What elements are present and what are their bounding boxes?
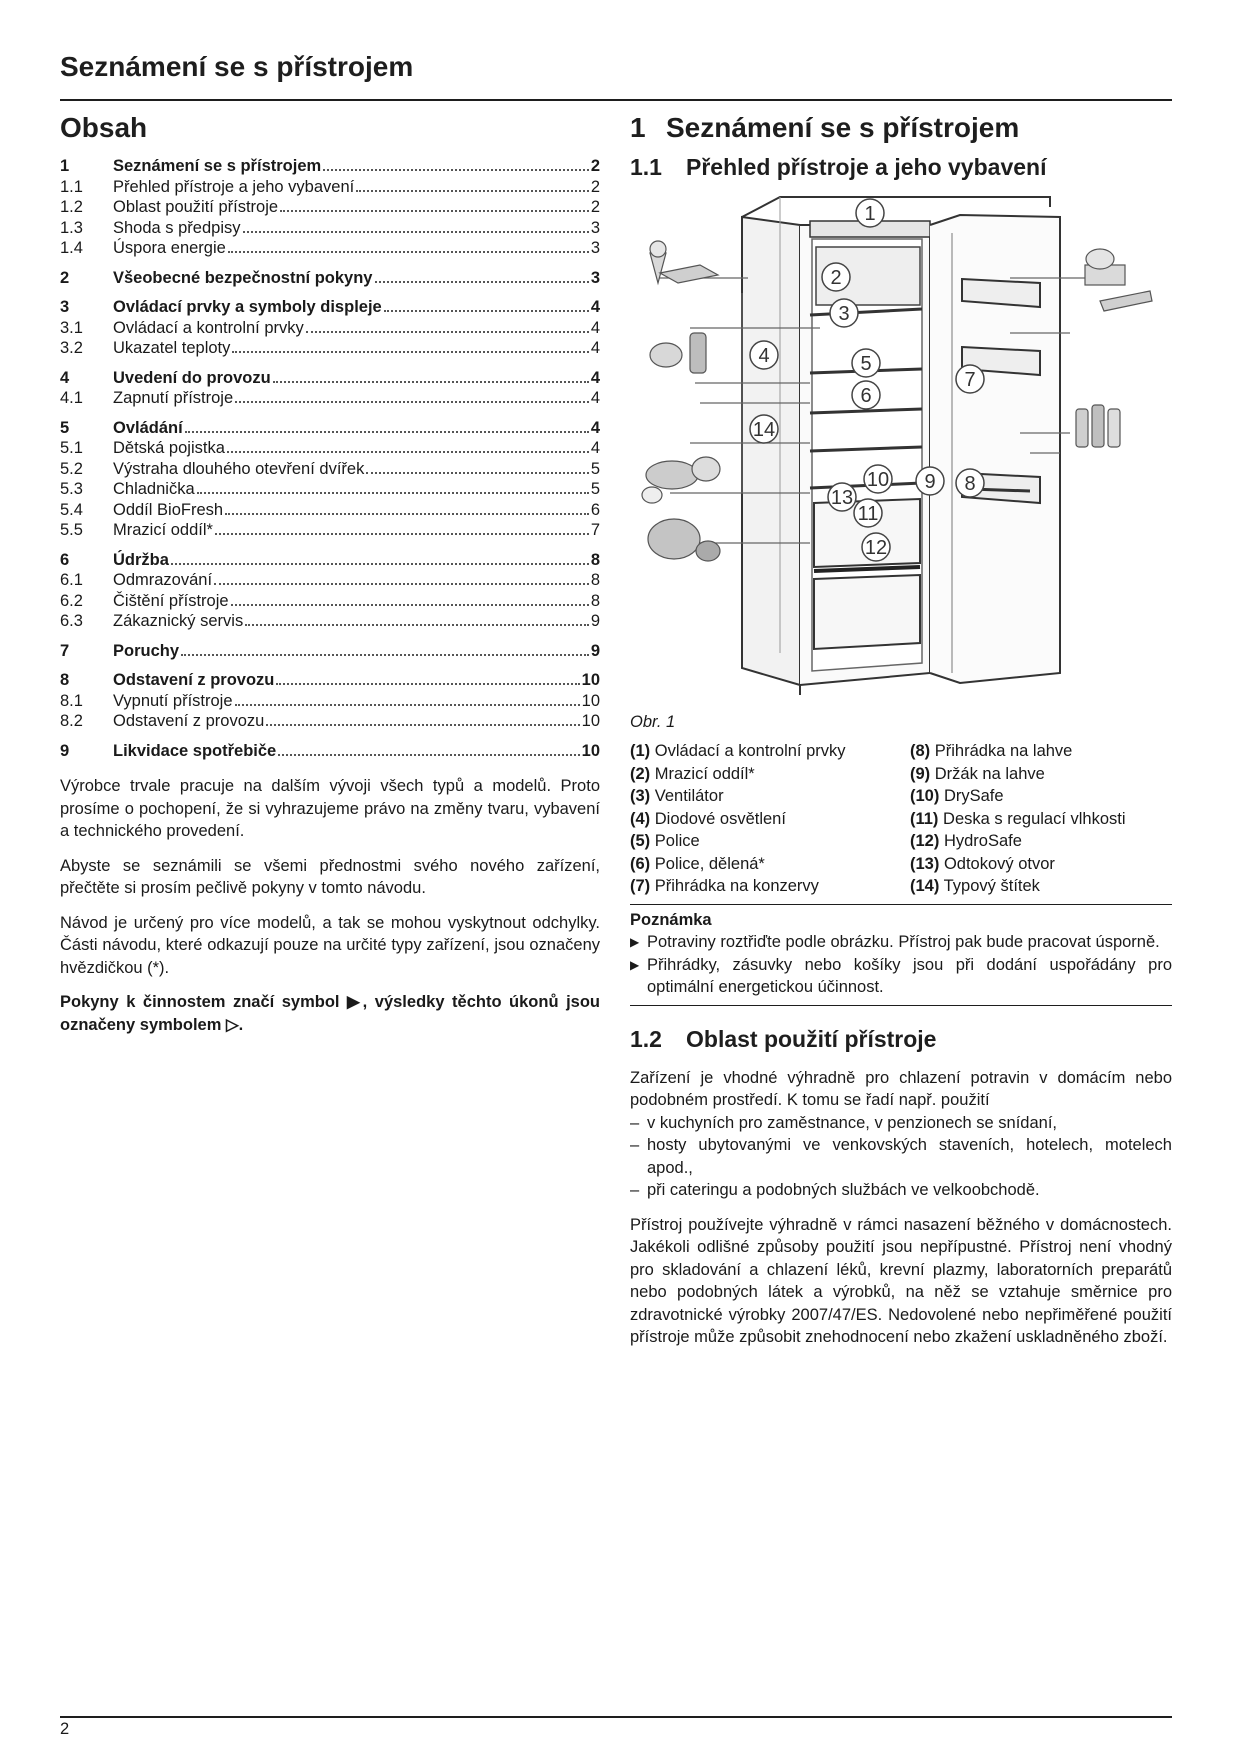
toc-number: 5.4 (60, 500, 83, 519)
toc-entry-main[interactable] (60, 268, 600, 289)
figure-caption: Obr. 1 (630, 713, 676, 731)
toc-label: Oddíl BioFresh (113, 500, 224, 519)
toc-page: 4 (590, 418, 600, 437)
callout-label: 14 (752, 419, 776, 441)
left-column (60, 112, 600, 1048)
toc-page: 4 (590, 339, 600, 357)
toc-group (60, 550, 600, 632)
footer-rule (60, 1716, 1172, 1718)
toc-label: Uvedení do provozu (113, 368, 271, 387)
list-item-text: v kuchyních pro zaměstnance, v penzionech se snídaní, (647, 1113, 1057, 1132)
callout-11 (854, 499, 882, 527)
toc-label: Dětská pojistka (113, 439, 225, 457)
callout-14 (750, 415, 778, 443)
legend-number: (9) (910, 764, 931, 783)
legend-number: (14) (910, 877, 940, 895)
toc-entry-sub[interactable] (60, 500, 600, 521)
toc-entry-sub[interactable] (60, 338, 600, 359)
legend-item (910, 808, 1172, 831)
figure-legend (630, 740, 1172, 898)
list-item (630, 1112, 1172, 1135)
legend-item (630, 830, 910, 853)
toc-group (60, 641, 600, 662)
toc-page: 5 (590, 459, 600, 478)
legend-item (910, 763, 1172, 786)
toc-entry-main[interactable] (60, 368, 600, 389)
toc-leader-dots (384, 309, 589, 312)
legend-item (630, 785, 910, 808)
toc-leader-dots (375, 280, 589, 283)
toc-label: Zákaznický servis (113, 612, 244, 630)
callout-2 (822, 263, 850, 291)
toc-leader-dots (227, 450, 589, 453)
legend-item (630, 763, 910, 786)
toc-entry-main[interactable] (60, 418, 600, 439)
callout-13 (828, 483, 856, 511)
toc-label: Mrazicí oddíl* (113, 521, 213, 539)
legend-item (910, 785, 1172, 808)
note-items (630, 931, 1172, 999)
toc-number: 8.2 (60, 712, 83, 730)
toc-label: Výstraha dlouhého otevření dvířek (113, 459, 365, 478)
toc-label: Úspora energie (113, 239, 226, 257)
section-1-2-heading (630, 1026, 1172, 1053)
toc-page: 3 (590, 268, 600, 287)
toc-number: 5.5 (60, 521, 83, 539)
section-title: Oblast použití přístroje (686, 1025, 937, 1052)
legend-number: (5) (630, 832, 651, 850)
legend-text: DrySafe (943, 787, 1004, 805)
callout-1 (856, 199, 884, 227)
toc-leader-dots (228, 250, 589, 253)
toc-number: 5.3 (60, 480, 83, 498)
toc-entry-main[interactable] (60, 741, 600, 762)
callout-label: 2 (830, 267, 842, 289)
toc-number: 8 (60, 671, 70, 689)
callout-label: 4 (758, 345, 770, 367)
legend-text: Odtokový otvor (943, 854, 1055, 873)
callout-label: 6 (860, 385, 872, 407)
header-rule (60, 99, 1172, 101)
toc-leader-dots (185, 430, 589, 433)
toc-entry-sub[interactable] (60, 388, 600, 409)
legend-item (910, 740, 1172, 763)
legend-item (910, 875, 1172, 898)
toc-number: 1.4 (60, 239, 83, 257)
callout-7 (956, 365, 984, 393)
toc-label: Vypnutí přístroje (113, 691, 233, 710)
toc-leader-dots (323, 168, 589, 171)
legend-item (910, 830, 1172, 853)
toc-leader-dots (366, 471, 588, 474)
toc-entry-sub[interactable] (60, 611, 600, 632)
section-number: 1.2 (630, 1025, 662, 1052)
toc-label: Poruchy (113, 641, 180, 660)
intro-paragraph: Návod je určený pro více modelů, a tak se mohou vyskytnout odchylky. Části návodu, které odkazují pouze na určité typy zařízení, jsou označeny hvězdičkou (*). (60, 913, 600, 977)
toc-number: 7 (60, 641, 70, 660)
legend-item (630, 875, 910, 898)
toc-number: 3.1 (60, 318, 83, 337)
note-title: Poznámka (630, 910, 712, 929)
toc-page: 4 (590, 298, 600, 316)
toc-title: Obsah (60, 112, 148, 143)
toc-leader-dots (214, 582, 589, 585)
toc-leader-dots (243, 230, 589, 233)
callout-5 (852, 349, 880, 377)
legend-text: Deska s regulací vlhkosti (943, 809, 1126, 828)
toc-leader-dots (231, 603, 589, 606)
note-item (630, 931, 1172, 954)
legend-text: Ventilátor (654, 787, 724, 805)
toc-page: 9 (590, 641, 600, 660)
usage-paragraph: Přístroj používejte výhradně v rámci nasazení běžného v domácnostech. Jakékoli odlišné způsoby použití jsou nepřípustné. Přístroj není vhodný pro skladování a chlazení léků, krevní plazmy, laboratorních preparátů nebo podobných látek a výrobků, na něž se vztahuje směrnice pro zdravotnické výrobky 2007/47/ES. Nedovolené nebo nepřiměřené použití přístroje může způsobit znehodnocení nebo zkažení uskladněného zboží. (630, 1215, 1172, 1346)
toc-label: Údržba (113, 550, 169, 569)
legend-number: (7) (630, 877, 651, 895)
toc-leader-dots (235, 703, 580, 706)
legend-number: (1) (630, 742, 651, 760)
toc-leader-dots (232, 350, 588, 353)
toc-label: Všeobecné bezpečnostní pokyny (113, 268, 373, 287)
toc-entry-sub[interactable] (60, 238, 600, 259)
toc-entry-sub[interactable] (60, 520, 600, 541)
toc-number: 5.2 (60, 459, 83, 478)
callout-3 (830, 299, 858, 327)
callout-label: 12 (864, 537, 888, 559)
toc-entry-sub[interactable] (60, 318, 600, 339)
toc-group (60, 670, 600, 732)
toc-label: Oblast použití přístroje (113, 198, 279, 216)
toc-label: Ukazatel teploty (113, 339, 231, 357)
toc-page: 8 (590, 571, 600, 589)
section-title: Seznámení se s přístrojem (666, 112, 1020, 143)
toc-leader-dots (181, 653, 589, 656)
symbols-explanation: Pokyny k činnostem značí symbol ▶, výsledky těchto úkonů jsou označeny symbolem ▷. (60, 993, 600, 1034)
toc-page: 4 (590, 439, 600, 457)
legend-number: (13) (910, 854, 940, 873)
toc-leader-dots (225, 512, 589, 515)
toc-label: Shoda s předpisy (113, 218, 241, 237)
callout-label: 9 (924, 471, 936, 493)
toc-number: 5 (60, 418, 70, 437)
right-column (630, 112, 1172, 1361)
section-number: 1.1 (630, 154, 662, 180)
list-item (630, 1134, 1172, 1179)
section-1-1-heading (630, 154, 1172, 181)
callout-label: 1 (864, 203, 876, 225)
section-number: 1 (630, 112, 646, 143)
dash-marker: – (630, 1181, 640, 1199)
legend-number: (10) (910, 787, 940, 805)
toc-group (60, 741, 600, 762)
toc-group (60, 297, 600, 359)
toc-page: 4 (590, 368, 600, 387)
toc-label: Odstavení z provozu (113, 712, 265, 730)
toc-entry-main[interactable] (60, 641, 600, 662)
callout-label: 8 (964, 473, 976, 495)
legend-text: Přihrádka na konzervy (654, 877, 819, 895)
callout-label: 13 (830, 487, 854, 509)
intro-paragraph: Abyste se seznámili se všemi přednostmi svého nového zařízení, přečtěte si prosím pečlivě pokyny v tomto návodu. (60, 856, 600, 897)
toc-page: 2 (590, 177, 600, 196)
fridge-illustration (630, 183, 1172, 703)
toc-leader-dots (171, 562, 589, 565)
toc-entry-sub[interactable] (60, 197, 600, 218)
legend-number: (11) (910, 809, 939, 828)
toc-page: 6 (590, 500, 600, 519)
callout-label: 7 (964, 369, 976, 391)
toc-page: 10 (581, 671, 600, 689)
toc-number: 6.3 (60, 612, 83, 630)
legend-number: (3) (630, 787, 651, 805)
table-of-contents (60, 156, 600, 761)
callout-10 (864, 465, 892, 493)
toc-label: Ovládací prvky a symboly displeje (113, 298, 382, 316)
toc-leader-dots (276, 682, 579, 685)
toc-entry-main[interactable] (60, 670, 600, 691)
callout-label: 3 (838, 303, 850, 325)
toc-entry-sub[interactable] (60, 177, 600, 198)
toc-label: Chladnička (113, 480, 195, 498)
toc-number: 4 (60, 368, 70, 387)
toc-entry-sub[interactable] (60, 691, 600, 712)
toc-page: 3 (590, 218, 600, 237)
toc-leader-dots (278, 753, 579, 756)
legend-text: Police, dělená* (654, 854, 765, 873)
toc-number: 1.2 (60, 198, 83, 216)
toc-number: 6.2 (60, 591, 83, 610)
dash-marker: – (630, 1113, 640, 1132)
intro-paragraph: Výrobce trvale pracuje na dalším vývoji všech typů a modelů. Proto prosíme o pochopení, že si vyhrazujeme právo na změny tvaru, vybavení a technického provedení. (60, 777, 600, 840)
page-header (60, 50, 1172, 84)
legend-number: (4) (630, 809, 651, 828)
callout-label: 10 (866, 469, 890, 491)
toc-entry-main[interactable] (60, 297, 600, 318)
legend-item (630, 853, 910, 876)
toc-leader-dots (356, 189, 589, 192)
toc-number: 5.1 (60, 439, 83, 457)
action-arrow-icon: ▶ (630, 957, 640, 972)
toc-page: 3 (590, 239, 600, 257)
toc-number: 2 (60, 268, 70, 287)
toc-number: 3.2 (60, 339, 83, 357)
toc-label: Zapnutí přístroje (113, 389, 234, 407)
toc-leader-dots (197, 491, 589, 494)
toc-entry-sub[interactable] (60, 218, 600, 239)
toc-page: 10 (581, 741, 600, 760)
toc-page: 8 (590, 591, 600, 610)
toc-label: Seznámení se s přístrojem (113, 157, 322, 175)
toc-number: 8.1 (60, 691, 83, 710)
list-item (630, 1179, 1172, 1202)
toc-page: 5 (590, 480, 600, 498)
callout-6 (852, 381, 880, 409)
toc-page: 8 (590, 550, 600, 569)
toc-entry-main[interactable] (60, 156, 600, 177)
fridge-figure (630, 183, 1172, 703)
usage-paragraph: Zařízení je vhodné výhradně pro chlazení potravin v domácím nebo podobném prostředí. K tomu se řadí např. použití (630, 1068, 1172, 1109)
toc-page: 9 (590, 612, 600, 630)
note-text: Přihrádky, zásuvky nebo košíky jsou při dodání uspořádány pro optimální energetickou účinnost. (647, 955, 1172, 996)
note-box (630, 904, 1172, 1006)
toc-entry-main[interactable] (60, 550, 600, 571)
page-header-title: Seznámení se s přístrojem (60, 51, 414, 82)
toc-leader-dots (280, 209, 589, 212)
legend-text: Police (654, 832, 700, 850)
toc-leader-dots (266, 723, 579, 726)
note-text: Potraviny roztřiďte podle obrázku. Přístroj pak bude pracovat úsporně. (647, 933, 1160, 951)
toc-number: 6.1 (60, 571, 83, 589)
toc-label: Přehled přístroje a jeho vybavení (113, 177, 355, 196)
toc-label: Ovládání (113, 418, 183, 437)
legend-number: (8) (910, 742, 931, 760)
callout-8 (956, 469, 984, 497)
toc-label: Odstavení z provozu (113, 671, 275, 689)
toc-group (60, 418, 600, 541)
toc-number: 4.1 (60, 389, 83, 407)
legend-item (910, 853, 1172, 876)
toc-number: 1 (60, 157, 70, 175)
toc-group (60, 368, 600, 409)
legend-item (630, 740, 910, 763)
toc-number: 1.1 (60, 177, 83, 196)
legend-text: Diodové osvětlení (654, 809, 786, 828)
callout-9 (916, 467, 944, 495)
toc-entry-sub[interactable] (60, 570, 600, 591)
toc-group (60, 268, 600, 289)
section-1-heading (630, 112, 1172, 144)
toc-leader-dots (306, 330, 589, 333)
toc-label: Likvidace spotřebiče (113, 741, 277, 760)
section-title: Přehled přístroje a jeho vybavení (686, 154, 1047, 180)
intro (60, 775, 600, 1036)
toc-number: 3 (60, 298, 70, 316)
toc-number: 9 (60, 741, 70, 760)
toc-entry-sub[interactable] (60, 459, 600, 480)
legend-item (630, 808, 910, 831)
usage-area (630, 1067, 1172, 1349)
dash-marker: – (630, 1136, 640, 1154)
toc-number: 1.3 (60, 218, 83, 237)
toc-label: Odmrazování (113, 571, 213, 589)
page-number: 2 (60, 1720, 70, 1738)
toc-page: 10 (581, 712, 600, 730)
toc-page: 2 (590, 157, 600, 175)
toc-leader-dots (245, 623, 589, 626)
callout-12 (862, 533, 890, 561)
toc-page: 4 (590, 389, 600, 407)
toc-leader-dots (273, 380, 589, 383)
toc-number: 6 (60, 550, 70, 569)
toc-label: Ovládací a kontrolní prvky (113, 318, 304, 337)
usage-list (630, 1112, 1172, 1202)
legend-text: Držák na lahve (934, 764, 1045, 783)
callout-label: 5 (860, 353, 872, 375)
legend-number: (12) (910, 832, 940, 850)
legend-text: Přihrádka na lahve (934, 742, 1073, 760)
toc-entry-sub[interactable] (60, 438, 600, 459)
callout-label: 11 (857, 503, 879, 525)
legend-text: HydroSafe (943, 832, 1022, 850)
toc-page: 2 (590, 198, 600, 216)
action-arrow-icon: ▶ (630, 935, 640, 949)
toc-leader-dots (235, 400, 589, 403)
toc-page: 4 (590, 318, 600, 337)
toc-page: 10 (581, 691, 600, 710)
legend-text: Mrazicí oddíl* (654, 764, 755, 783)
toc-page: 7 (590, 521, 600, 539)
list-item-text: hosty ubytovanými ve venkovských staveních, hotelech, motelech apod., (647, 1136, 1172, 1177)
note-item (630, 954, 1172, 999)
toc-entry-sub[interactable] (60, 479, 600, 500)
toc-label: Čištění přístroje (113, 591, 229, 610)
toc-leader-dots (215, 532, 589, 535)
toc-entry-sub[interactable] (60, 711, 600, 732)
toc-group (60, 156, 600, 259)
legend-text: Ovládací a kontrolní prvky (654, 742, 846, 760)
callout-4 (750, 341, 778, 369)
legend-number: (6) (630, 854, 651, 873)
toc-entry-sub[interactable] (60, 591, 600, 612)
legend-text: Typový štítek (943, 877, 1040, 895)
list-item-text: při cateringu a podobných službách ve velkoobchodě. (647, 1181, 1040, 1199)
legend-number: (2) (630, 764, 651, 783)
